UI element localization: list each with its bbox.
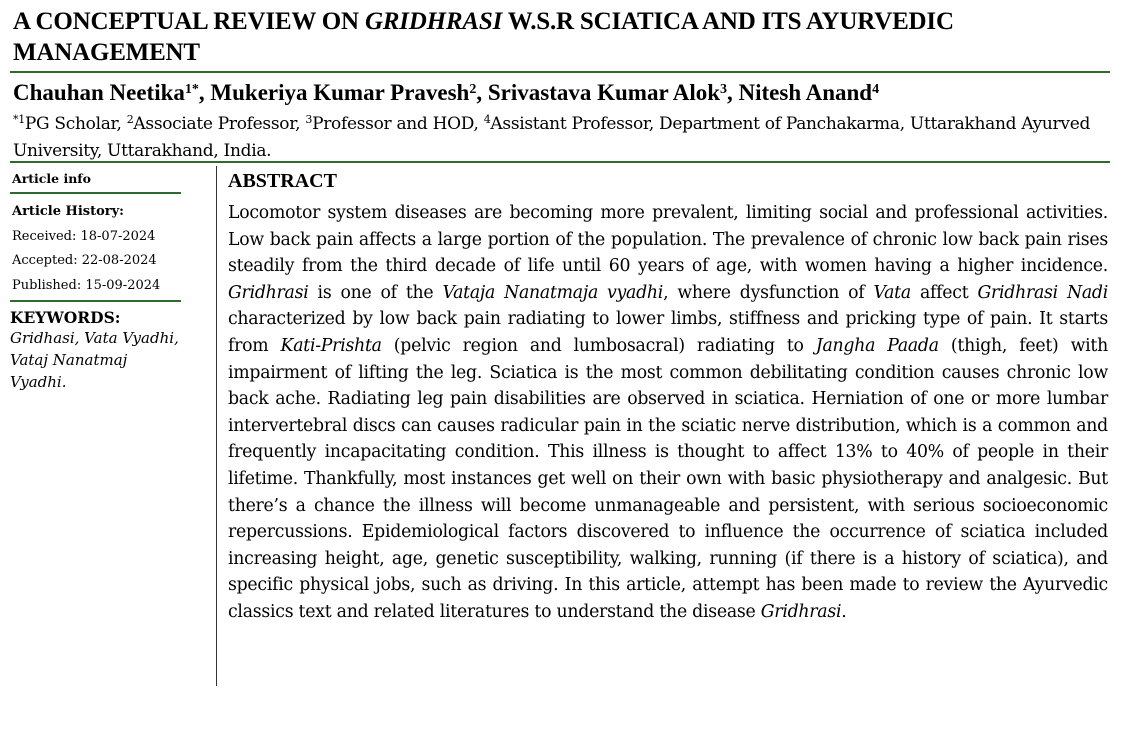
sidebar-divider-2 [10,300,181,302]
title-text: A CONCEPTUAL REVIEW ON [13,8,365,35]
abstract-body [228,200,1108,626]
accepted-date: Accepted: 22-08-2024 [12,253,157,268]
title-divider [10,71,1110,73]
paper-title [13,6,1113,68]
author-list [13,78,1113,108]
abstract-text: characterized by low back pain radiating to lower limbs, stiffness and pricking type of pain. It starts from [228,309,1108,356]
article-info-heading: Article info [12,171,92,186]
abstract-text: . [841,601,847,622]
title-italic-term: GRIDHRASI [364,8,503,35]
title-text-rest: W.S.R SCIATICA AND ITS AYURVEDIC MANAGEMENT [13,8,954,66]
published-date: Published: 15-09-2024 [12,277,161,293]
author-2: Mukeriya Kumar Pravesh$^2$, [210,80,488,105]
abstract-italic-term: Gridhrasi [760,601,842,622]
abstract-italic-term: Kati-Prishta [280,335,382,356]
received-date: Received: 18-07-2024 [12,228,156,244]
abstract-text: affect [910,282,978,303]
abstract-text: Locomotor system diseases are becoming more prevalent, limiting social and professional activities. Low back pain affects a large portion of the population. The prevalence of chronic low back pain rises steadily from the third decade of life until 60 years of age, with women having a higher incidence. [228,203,1108,277]
history-label: Article History: [12,204,124,219]
header-divider [10,161,1110,163]
author-1: Chauhan Neetika$^{1*}$, [13,80,211,105]
column-divider [216,166,217,686]
author-3: Srivastava Kumar Alok$^3$, [487,80,739,105]
abstract-text: (pelvic region and lumbosacral) radiating to [381,335,816,356]
sidebar-divider [10,192,181,194]
abstract-text: is one of the [308,282,443,303]
abstract-text: , where dysfunction of [663,282,874,303]
author-4: Nitesh Anand$^4$ [738,80,880,105]
abstract-italic-term: Jangha Paada [815,335,939,356]
affiliation: $^{*1}$PG Scholar, $^2$Associate Professor, $^3$Professor and HOD, $^4$Assistant Professor, Department of Panchakarma, Uttarakhand Ayurved University, Uttarakhand, India. [13,113,1091,161]
abstract-heading: ABSTRACT [228,170,337,192]
article-info-sidebar [10,166,182,393]
abstract-italic-term: Vata [873,282,911,303]
article-history [12,200,182,298]
keywords-list: Gridhasi, Vata Vyadhi, Vataj Nanatmaj Vyadhi. [10,329,179,391]
abstract-italic-term: Gridhrasi [228,282,309,303]
abstract-italic-term: Gridhrasi Nadi [977,282,1108,303]
keywords-heading: KEYWORDS: [10,308,121,327]
abstract-italic-term: Vataja Nanatmaja vyadhi [442,282,664,303]
abstract-text: (thigh, feet) with impairment of lifting the leg. Sciatica is the most common debilitating condition causes chronic low back ache. Radiating leg pain disabilities are observed in sciatica. Herniation of one or more lumbar intervertebral discs can causes radicular pain in the sciatic nerve distribution, which is a common and frequently incapacitating condition. This illness is thought to affect 13% to 40% of people in their lifetime. Thankfully, most instances get well on their own with basic physiotherapy and analgesic. But there’s a chance the illness will become unmanageable and persistent, with serious socioeconomic repercussions. Epidemiological factors discovered to influence the occurrence of sciatica included increasing height, age, genetic susceptibility, walking, running (if there is a history of sciatica), and specific physical jobs, such as driving. In this article, attempt has been made to review the Ayurvedic classics text and related literatures to understand the disease [228,335,1108,622]
